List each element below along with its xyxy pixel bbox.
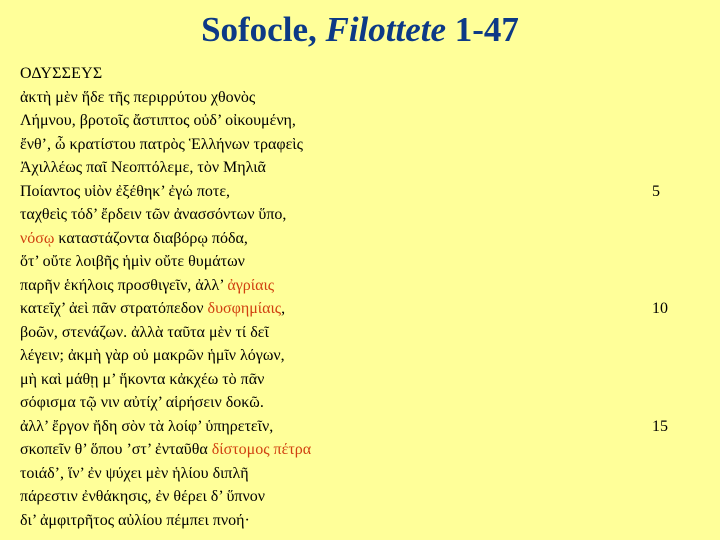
verse-text: Ποίαντος υἱὸν ἐξέθηκ’ ἐγώ ποτε, — [20, 182, 231, 200]
verse-text: Λήμνου, βροτοῖς ἄστιπτος οὐδ’ οἰκουμένη, — [20, 112, 296, 129]
verse-text: παρῆν ἑκήλοις προσθιγεῖν, ἀλλ’ — [20, 276, 228, 294]
verse-line — [20, 321, 700, 345]
verse-line — [20, 109, 700, 133]
verse-text: ἔνθ’, ὦ κρατίστου πατρὸς Ἑλλήνων τραφεὶς — [20, 135, 303, 153]
verse-text: βοῶν, στενάζων. ἀλλὰ ταῦτα μὲν τί δεῖ — [20, 323, 269, 341]
verse-highlight: νόσῳ — [20, 229, 55, 247]
verse-line — [20, 415, 700, 439]
verse-line — [20, 180, 700, 204]
verse-lines — [20, 86, 700, 533]
title-range: 1-47 — [454, 10, 519, 49]
verse-text: σκοπεῖν θ’ ὅπου ’στ’ ἐνταῦθα — [20, 441, 212, 458]
verse-text: Ἀχιλλέως παῖ Νεοπτόλεμε, τὸν Μηλιᾶ — [20, 159, 266, 176]
verse-text: τοιάδ’, ἵν’ ἐν ψύχει μὲν ἡλίου διπλῆ — [20, 464, 249, 482]
verse-line — [20, 227, 700, 251]
verse-line — [20, 156, 700, 180]
verse-line — [20, 250, 700, 274]
line-number: 10 — [652, 300, 668, 317]
verse-highlight: ἀγρίαις — [227, 276, 275, 294]
verse-text: , — [281, 300, 286, 317]
verse-line — [20, 133, 700, 157]
verse-line — [20, 203, 700, 227]
title-work: Filottete — [325, 10, 447, 49]
verse-block — [20, 62, 700, 532]
verse-line — [20, 344, 700, 368]
verse-text: ὅτ’ οὔτε λοιβῆς ἡμὶν οὔτε θυμάτων — [20, 253, 245, 270]
slide-title — [0, 8, 720, 52]
verse-text: καταστάζοντα διαβόρῳ πόδα, — [54, 229, 248, 247]
verse-text: σόφισμα τῷ νιν αὐτίχ’ αἱρήσειν δοκῶ. — [20, 394, 264, 411]
verse-text: πάρεστιν ἐνθάκησις, ἐν θέρει δ’ ὕπνον — [20, 488, 265, 505]
verse-text: ἀλλ’ ἔργον ἤδη σὸν τὰ λοίφ’ ὑπηρετεῖν, — [20, 417, 274, 435]
verse-text: ταχθεὶς τόδ’ ἔρδειν τῶν ἀνασσόντων ὕπο, — [20, 206, 287, 223]
verse-line — [20, 368, 700, 392]
verse-line — [20, 391, 700, 415]
verse-text: ἀκτὴ μὲν ἥδε τῆς περιρρύτου χθονὸς — [20, 88, 256, 106]
verse-line — [20, 509, 700, 533]
verse-line — [20, 86, 700, 110]
verse-line — [20, 274, 700, 298]
title-author: Sofocle, — [201, 10, 317, 49]
verse-line — [20, 438, 700, 462]
verse-text: δι’ ἀμφιτρῆτος αὐλίου πέμπει πνοή· — [20, 511, 250, 529]
speaker-name: ΟΔΥΣΣΕΥΣ — [20, 65, 103, 82]
verse-highlight: δίστομος πέτρα — [211, 441, 312, 458]
verse-text: κατεῖχ’ ἀεὶ πᾶν στρατόπεδον — [20, 300, 208, 317]
line-number: 5 — [652, 182, 660, 200]
verse-text: μὴ καὶ μάθῃ μ’ ἥκοντα κἀκχέω τὸ πᾶν — [20, 370, 265, 388]
verse-text: λέγειν; ἀκμὴ γὰρ οὐ μακρῶν ἡμῖν λόγων, — [20, 347, 285, 364]
verse-highlight: δυσφημίαις — [207, 300, 282, 317]
verse-line — [20, 462, 700, 486]
verse-line — [20, 297, 700, 321]
line-number: 15 — [652, 417, 668, 435]
verse-line — [20, 485, 700, 509]
